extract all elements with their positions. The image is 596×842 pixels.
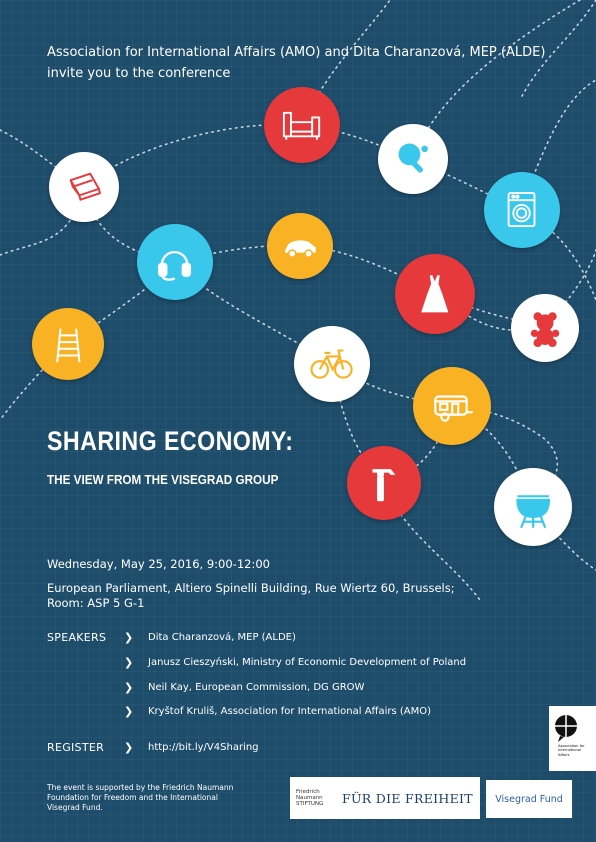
amo-logo-icon bbox=[549, 706, 596, 746]
support-text bbox=[47, 783, 267, 813]
hammer-icon bbox=[347, 446, 421, 520]
ping-pong-icon bbox=[378, 124, 448, 194]
support-line-1: The event is supported by the Friedrich Naumann bbox=[47, 783, 234, 792]
grill-icon bbox=[494, 468, 572, 546]
chevron-right-icon: ❯ bbox=[124, 631, 134, 644]
event-date: Wednesday, May 25, 2016, 9:00-12:00 bbox=[47, 557, 270, 571]
teddy-bear-icon bbox=[511, 294, 579, 362]
book-icon bbox=[49, 152, 119, 222]
support-line-3: Visegrad Fund. bbox=[47, 803, 103, 812]
conference-title: SHARING ECONOMY: bbox=[47, 426, 294, 456]
headphones-icon bbox=[137, 224, 213, 300]
event-venue bbox=[47, 581, 455, 611]
conference-subtitle: THE VIEW FROM THE VISEGRAD GROUP bbox=[47, 472, 279, 487]
support-line-2: Foundation for Freedom and the International bbox=[47, 793, 218, 802]
caravan-icon bbox=[413, 367, 491, 445]
fnf-logo-big-text: FÜR DIE FREIHEIT bbox=[342, 790, 473, 806]
ladder-icon bbox=[32, 308, 104, 380]
invitation-line-1: Association for International Affairs (AMO) and Dita Charanzová, MEP (ALDE) bbox=[47, 45, 546, 60]
bed-icon bbox=[264, 87, 340, 163]
speaker-1: Dita Charanzová, MEP (ALDE) bbox=[148, 632, 296, 643]
bicycle-icon bbox=[294, 326, 370, 402]
dress-icon bbox=[395, 254, 475, 334]
washing-machine-icon bbox=[484, 172, 560, 248]
venue-line-1: European Parliament, Altiero Spinelli Building, Rue Wiertz 60, Brussels; bbox=[47, 581, 455, 595]
fnf-logo-small-text: Friedrich Naumann STIFTUNG bbox=[296, 789, 324, 807]
register-link[interactable]: http://bit.ly/V4Sharing bbox=[148, 742, 259, 753]
speakers-label: SPEAKERS bbox=[47, 631, 107, 644]
visegrad-fund-logo-text: Visegrad Fund bbox=[495, 793, 563, 805]
amo-logo-text: Association for International Affairs bbox=[558, 744, 585, 757]
amo-logo bbox=[549, 706, 596, 771]
visegrad-fund-logo bbox=[486, 780, 572, 818]
register-label: REGISTER bbox=[47, 741, 105, 754]
invitation-line-2: invite you to the conference bbox=[47, 66, 231, 81]
invitation-text bbox=[47, 42, 545, 84]
chevron-right-icon: ❯ bbox=[124, 681, 134, 694]
venue-line-2: Room: ASP 5 G-1 bbox=[47, 596, 145, 610]
chevron-right-icon: ❯ bbox=[124, 741, 134, 754]
chevron-right-icon: ❯ bbox=[124, 656, 134, 669]
car-icon bbox=[267, 213, 333, 279]
speaker-4: Kryštof Kruliš, Association for International Affairs (AMO) bbox=[148, 706, 431, 717]
friedrich-naumann-logo bbox=[290, 777, 480, 819]
chevron-right-icon: ❯ bbox=[124, 705, 134, 718]
speaker-2: Janusz Cieszyński, Ministry of Economic Development of Poland bbox=[148, 657, 467, 668]
speaker-3: Neil Kay, European Commission, DG GROW bbox=[148, 682, 365, 693]
